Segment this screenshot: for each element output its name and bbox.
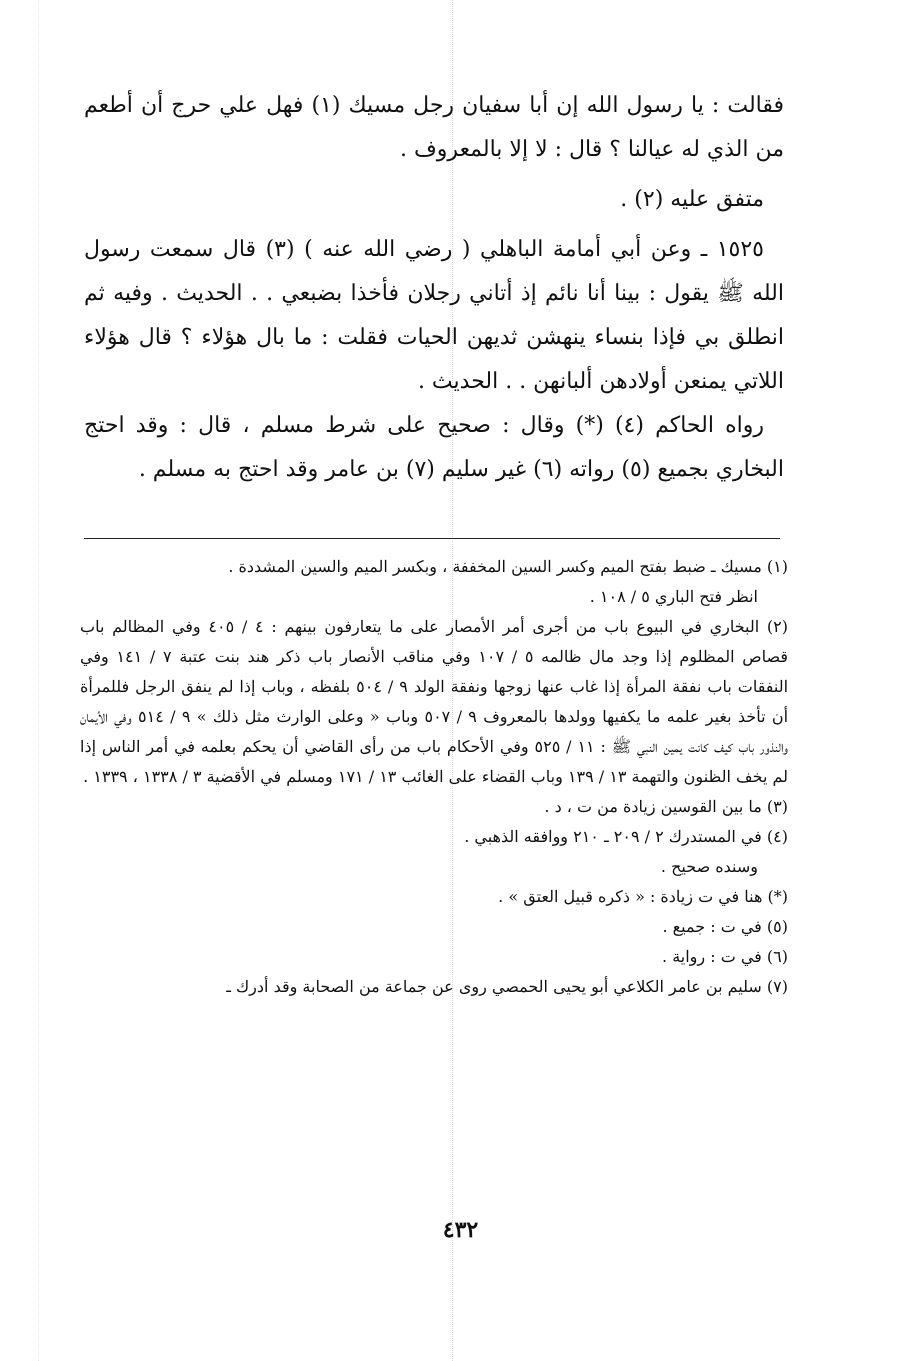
footnote: (٢) البخاري في البيوع باب من أجرى أمر الأمصار على ما يتعارفون بينهم : ٤ / ٤٠٥ وفي المظالم باب قصاص المظلوم إذا وجد مال ظالمه ٥ / ١٠٧ وفي مناقب الأنصار باب ذكر هند بنت عتبة ٧ / ١٤١ وفي النفقات باب نفقة المرأة إذا غاب عنها زوجها ونفقة الولد ٩ / ٥٠٤ بلفظه ، وباب إذا لم ينفق الرجل فللمرأة أن تأخذ بغير علمه ما يكفيها وولدها بالمعروف ٩ / ٥٠٧ وباب « وعلى الوارث مثل ذلك » ٩ / ٥١٤ وفي الأيمان والنذور باب كيف كانت يمين النبي ﷺ : ١١ / ٥٢٥ وفي الأحكام باب من رأى القاضي أن يحكم بعلمه في أمر الناس إذا لم يخف الظنون والتهمة ١٣ / ١٣٩ وباب القضاء على الغائب ١٣ / ١٧١ ومسلم في الأقضية ٣ / ١٣٣٨ ، ١٣٣٩ . (80, 617, 789, 786)
main-paragraph: متفق عليه (٢) . (620, 187, 764, 212)
main-paragraph: ١٥٢٥ ـ وعن أبي أمامة الباهلي ( رضي الله عنه ) (٣) قال سمعت رسول الله ﷺ يقول : بينا أنا نائم إذ أتاني رجلان فأخذا بضبعي . . الحديث . وفيه ثم انطلق بي فإذا بنساء ينهشن ثديهن الحيات فقلت : ما بال هؤلاء ؟ قال هؤلاء اللاتي يمنعن أولادهن ألبانهن . . الحديث . (84, 237, 784, 394)
main-paragraph: فقالت : يا رسول الله إن أبا سفيان رجل مسيك (١) فهل علي حرج أن أطعم من الذي له عيالنا ؟ قال : لا إلا بالمعروف . (84, 93, 785, 162)
footnote: (٧) سليم بن عامر الكلاعي أبو يحيى الحمصي روى عن جماعة من الصحابة وقد أدرك ـ (226, 977, 788, 996)
footnote: (٣) ما بين القوسين زيادة من ت ، د . (544, 797, 788, 816)
page-number: ٤٣٢ (442, 1217, 479, 1243)
main-text (84, 84, 784, 492)
footnote-separator (84, 538, 780, 539)
footnotes (80, 552, 788, 1002)
main-paragraph: رواه الحاكم (٤) (*) وقال : صحيح على شرط مسلم ، قال : وقد احتج البخاري بجميع (٥) رواته (٦) غير سليم (٧) بن عامر وقد احتج به مسلم . (84, 413, 784, 482)
footnote: (*) هنا في ت زيادة : « ذكره قبيل العتق » . (498, 887, 788, 906)
footnote: انظر فتح الباري ٥ / ١٠٨ . (589, 587, 758, 606)
footnote: (١) مسيك ـ ضبط بفتح الميم وكسر السين المخففة ، وبكسر الميم والسين المشددة . (228, 557, 788, 576)
footnote: (٤) في المستدرك ٢ / ٢٠٩ ـ ٢١٠ ووافقه الذهبي . (464, 827, 788, 846)
footnote: (٥) في ت : جميع . (662, 917, 788, 936)
footnote: وسنده صحيح . (660, 857, 758, 876)
page-edge-mark (38, 0, 39, 1361)
footnote: (٦) في ت : رواية . (662, 947, 788, 966)
